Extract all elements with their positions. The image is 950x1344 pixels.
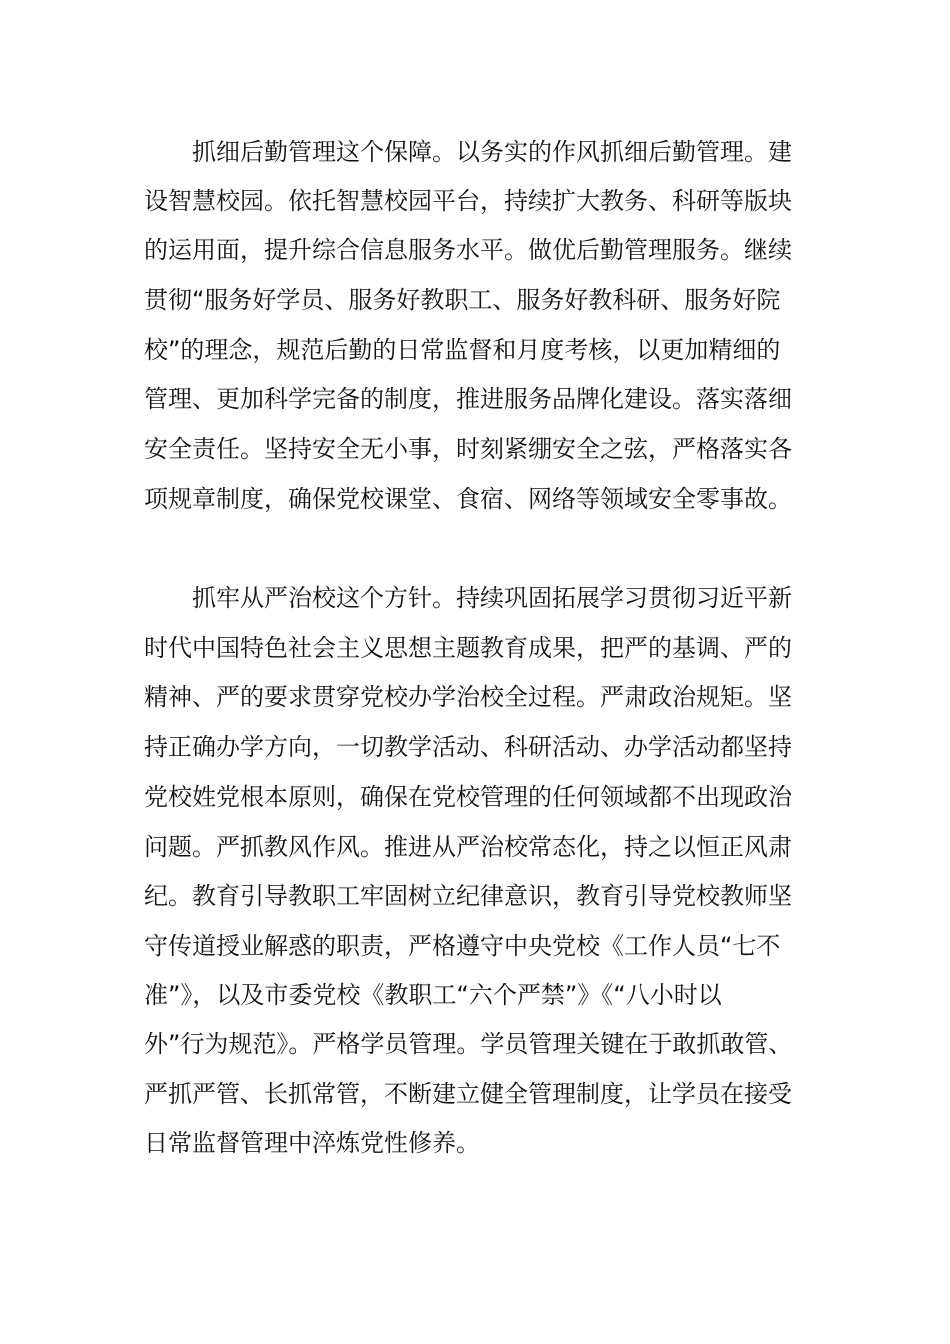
text-line: 纪。教育引导教职工牢固树立纪律意识，教育引导党校教师坚 [144,882,792,910]
text-line: 管理、更加科学完备的制度，推进服务品牌化建设。落实落细 [144,385,792,413]
text-line: 党校姓党根本原则，确保在党校管理的任何领域都不出现政治 [144,783,792,811]
text-line: 校”的理念，规范后勤的日常监督和月度考核，以更加精细的 [144,336,781,364]
text-line: 安全责任。坚持安全无小事，时刻紧绷安全之弦，严格落实各 [144,435,792,463]
text-line: 问题。严抓教风作风。推进从严治校常态化，持之以恒正风肃 [144,833,792,861]
text-line: 时代中国特色社会主义思想主题教育成果，把严的基调、严的 [144,634,792,662]
text-line: 贯彻“服务好学员、服务好教职工、服务好教科研、服务好院 [144,286,781,314]
text-line: 持正确办学方向，一切教学活动、科研活动、办学活动都坚持 [144,733,792,761]
text-line: 精神、严的要求贯穿党校办学治校全过程。严肃政治规矩。坚 [144,683,792,711]
text-line: 外”行为规范》。严格学员管理。学员管理关键在于敢抓敢管、 [144,1030,793,1058]
text-line: 项规章制度，确保党校课堂、食宿、网络等领域安全零事故。 [144,485,792,513]
text-line: 守传道授业解惑的职责，严格遵守中央党校《工作人员“七不 [144,932,781,960]
text-line: 抓细后勤管理这个保障。以务实的作风抓细后勤管理。建 [192,138,792,166]
text-line: 的运用面，提升综合信息服务水平。做优后勤管理服务。继续 [144,236,792,264]
text-line: 严抓严管、长抓常管，不断建立健全管理制度，让学员在接受 [144,1080,792,1108]
text-line: 设智慧校园。依托智慧校园平台，持续扩大教务、科研等版块 [144,187,792,215]
text-line: 准”》，以及市委党校《教职工“六个严禁”》《“八小时以 [144,981,722,1009]
text-line: 日常监督管理中淬炼党性修养。 [144,1129,480,1157]
text-line: 抓牢从严治校这个方针。持续巩固拓展学习贯彻习近平新 [192,584,792,612]
